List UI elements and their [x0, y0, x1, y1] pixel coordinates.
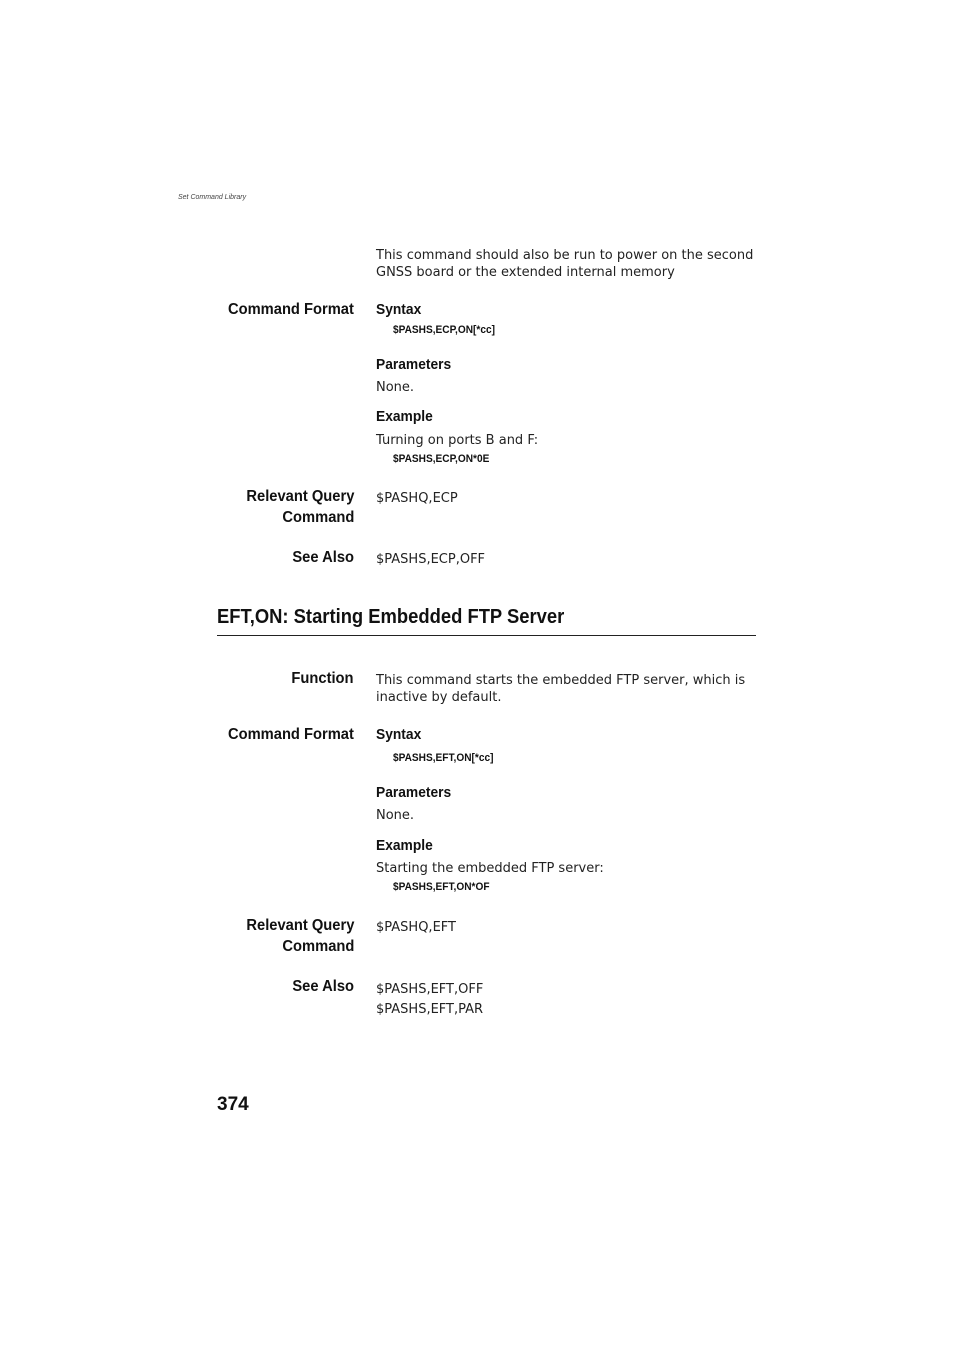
eft-see-also-label: See Also	[292, 978, 354, 995]
ecp-relevant-query-label	[246, 486, 354, 528]
ecp-relevant-query-label-line-2: Command	[282, 509, 354, 526]
section-title: EFT,ON: Starting Embedded FTP Server	[217, 606, 565, 628]
ecp-relevant-query-label-line-1: Relevant Query	[246, 488, 354, 505]
ecp-see-also-label: See Also	[292, 549, 354, 566]
eft-function-text: This command starts the embedded FTP server, which is inactive by default.	[376, 673, 746, 705]
eft-relevant-query-label-line-1: Relevant Query	[246, 917, 354, 934]
ecp-example-label: Example	[376, 408, 433, 425]
ecp-intro-text: This command should also be run to power on the second GNSS board or the extended internal memory	[376, 248, 754, 280]
section-title-rule	[217, 635, 756, 636]
eft-syntax-label: Syntax	[376, 726, 422, 743]
ecp-parameters-text: None.	[376, 380, 415, 395]
eft-see-also-list	[376, 980, 756, 1020]
eft-function-label: Function	[291, 670, 354, 687]
ecp-example-code: $PASHS,ECP,ON*0E	[393, 453, 490, 465]
eft-command-format-label: Command Format	[228, 726, 354, 743]
eft-see-also-item: $PASHS,EFT,OFF	[376, 982, 484, 997]
page-number: 374	[217, 1094, 249, 1115]
eft-syntax-code: $PASHS,EFT,ON[*cc]	[393, 752, 494, 764]
ecp-see-also-list	[376, 551, 756, 568]
ecp-example-text: Turning on ports B and F:	[376, 433, 539, 448]
eft-parameters-text: None.	[376, 808, 415, 823]
ecp-parameters-label: Parameters	[376, 356, 452, 373]
eft-parameters-label: Parameters	[376, 784, 452, 801]
running-header: Set Command Library	[178, 194, 247, 201]
eft-relevant-query-label-line-2: Command	[282, 938, 354, 955]
eft-see-also-item: $PASHS,EFT,PAR	[376, 1002, 484, 1017]
ecp-relevant-query: $PASHQ,ECP	[376, 491, 458, 506]
eft-example-text: Starting the embedded FTP server:	[376, 861, 604, 876]
ecp-syntax-label: Syntax	[376, 301, 422, 318]
eft-relevant-query: $PASHQ,EFT	[376, 920, 456, 935]
eft-relevant-query-label	[246, 915, 354, 957]
eft-example-code: $PASHS,EFT,ON*OF	[393, 881, 490, 893]
ecp-syntax-code: $PASHS,ECP,ON[*cc]	[393, 324, 495, 336]
ecp-command-format-label: Command Format	[228, 301, 354, 318]
eft-example-label: Example	[376, 837, 433, 854]
ecp-see-also-item: $PASHS,ECP,OFF	[376, 552, 486, 567]
